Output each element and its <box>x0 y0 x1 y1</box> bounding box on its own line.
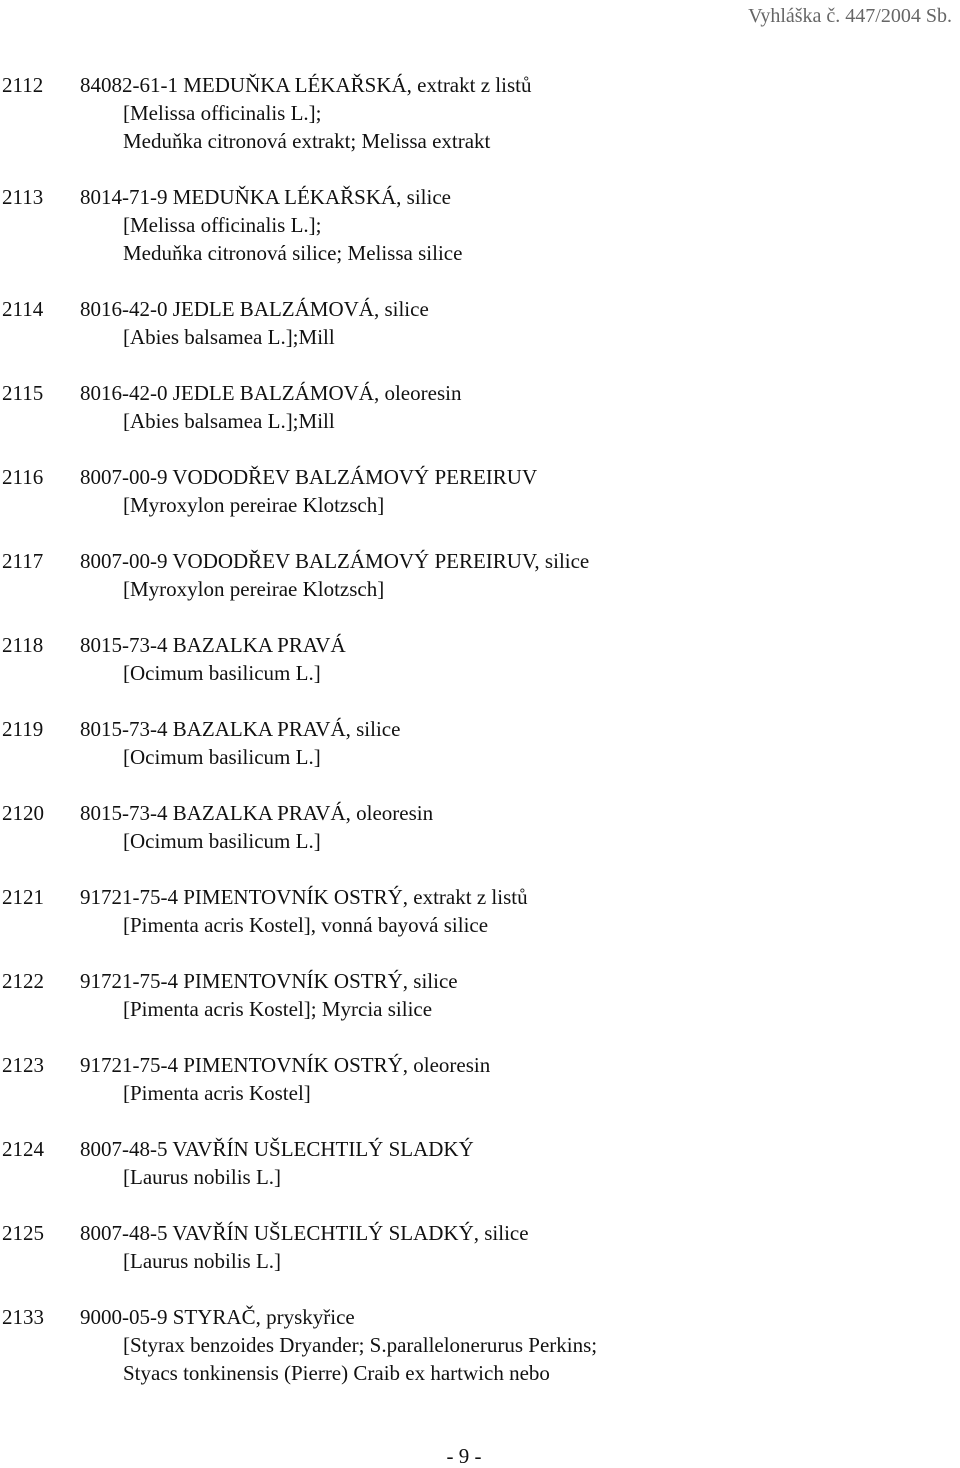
entry-title: 8007-00-9 VODODŘEV BALZÁMOVÝ PEREIRUV <box>80 465 538 489</box>
entry-detail: [Laurus nobilis L.] <box>123 1249 282 1273</box>
entry <box>0 183 960 267</box>
entry-number: 2117 <box>2 549 44 573</box>
entry-title: 8007-00-9 VODODŘEV BALZÁMOVÝ PEREIRUV, silice <box>80 549 590 573</box>
entry-number: 2114 <box>2 297 44 321</box>
entry-detail: Meduňka citronová extrakt; Melissa extrakt <box>123 129 491 153</box>
entry-title: 8015-73-4 BAZALKA PRAVÁ, oleoresin <box>80 801 434 825</box>
entry-detail: [Melissa officinalis L.]; <box>123 101 322 125</box>
entry-title: 8014-71-9 MEDUŇKA LÉKAŘSKÁ, silice <box>80 185 451 209</box>
entry-number: 2113 <box>2 185 44 209</box>
entry-title: 91721-75-4 PIMENTOVNÍK OSTRÝ, extrakt z listů <box>80 885 528 909</box>
entry <box>0 463 960 519</box>
entry-number: 2123 <box>2 1053 44 1077</box>
entry-title: 9000-05-9 STYRAČ, pryskyřice <box>80 1305 355 1329</box>
entry-detail: [Abies balsamea L.];Mill <box>123 325 335 349</box>
entry-detail: Meduňka citronová silice; Melissa silice <box>123 241 463 265</box>
entry-detail: [Ocimum basilicum L.] <box>123 829 321 853</box>
entry <box>0 547 960 603</box>
entry <box>0 71 960 155</box>
entry-detail: [Laurus nobilis L.] <box>123 1165 282 1189</box>
entry-number: 2124 <box>2 1137 44 1161</box>
entry-number: 2115 <box>2 381 44 405</box>
entry-detail: [Ocimum basilicum L.] <box>123 745 321 769</box>
entry-title: 84082-61-1 MEDUŇKA LÉKAŘSKÁ, extrakt z listů <box>80 73 532 97</box>
entry <box>0 967 960 1023</box>
entry-detail: [Melissa officinalis L.]; <box>123 213 322 237</box>
page-number: - 9 - <box>446 1444 482 1468</box>
entry-detail: [Abies balsamea L.];Mill <box>123 409 335 433</box>
entry-number: 2133 <box>2 1305 44 1329</box>
entry <box>0 715 960 771</box>
entry <box>0 799 960 855</box>
entry <box>0 1051 960 1107</box>
entry-detail: [Pimenta acris Kostel], vonná bayová silice <box>123 913 489 937</box>
entry-detail: [Pimenta acris Kostel]; Myrcia silice <box>123 997 433 1021</box>
entry <box>0 631 960 687</box>
entry <box>0 1219 960 1275</box>
entry <box>0 379 960 435</box>
document-header: Vyhláška č. 447/2004 Sb. <box>748 5 952 27</box>
entry-title: 8015-73-4 BAZALKA PRAVÁ, silice <box>80 717 401 741</box>
entry-detail: [Myroxylon pereirae Klotzsch] <box>123 577 385 601</box>
entry-detail: Styacs tonkinensis (Pierre) Craib ex hartwich nebo <box>123 1361 550 1385</box>
entry-number: 2122 <box>2 969 44 993</box>
entry <box>0 883 960 939</box>
entry-title: 8016-42-0 JEDLE BALZÁMOVÁ, silice <box>80 297 429 321</box>
entry <box>0 1135 960 1191</box>
entry-detail: [Pimenta acris Kostel] <box>123 1081 311 1105</box>
entry-title: 8007-48-5 VAVŘÍN UŠLECHTILÝ SLADKÝ <box>80 1137 474 1161</box>
entry-number: 2116 <box>2 465 44 489</box>
entry-number: 2121 <box>2 885 44 909</box>
entry-number: 2119 <box>2 717 44 741</box>
entry-number: 2112 <box>2 73 44 97</box>
entry-title: 91721-75-4 PIMENTOVNÍK OSTRÝ, silice <box>80 969 458 993</box>
entry-detail: [Styrax benzoides Dryander; S.parallelonerurus Perkins; <box>123 1333 598 1357</box>
entry-list <box>0 71 960 1415</box>
entry-number: 2120 <box>2 801 44 825</box>
entry-number: 2125 <box>2 1221 44 1245</box>
entry <box>0 295 960 351</box>
entry-title: 8016-42-0 JEDLE BALZÁMOVÁ, oleoresin <box>80 381 462 405</box>
entry-title: 8007-48-5 VAVŘÍN UŠLECHTILÝ SLADKÝ, silice <box>80 1221 529 1245</box>
entry-title: 91721-75-4 PIMENTOVNÍK OSTRÝ, oleoresin <box>80 1053 491 1077</box>
entry-number: 2118 <box>2 633 44 657</box>
entry-detail: [Myroxylon pereirae Klotzsch] <box>123 493 385 517</box>
entry <box>0 1303 960 1387</box>
entry-title: 8015-73-4 BAZALKA PRAVÁ <box>80 633 346 657</box>
entry-detail: [Ocimum basilicum L.] <box>123 661 321 685</box>
